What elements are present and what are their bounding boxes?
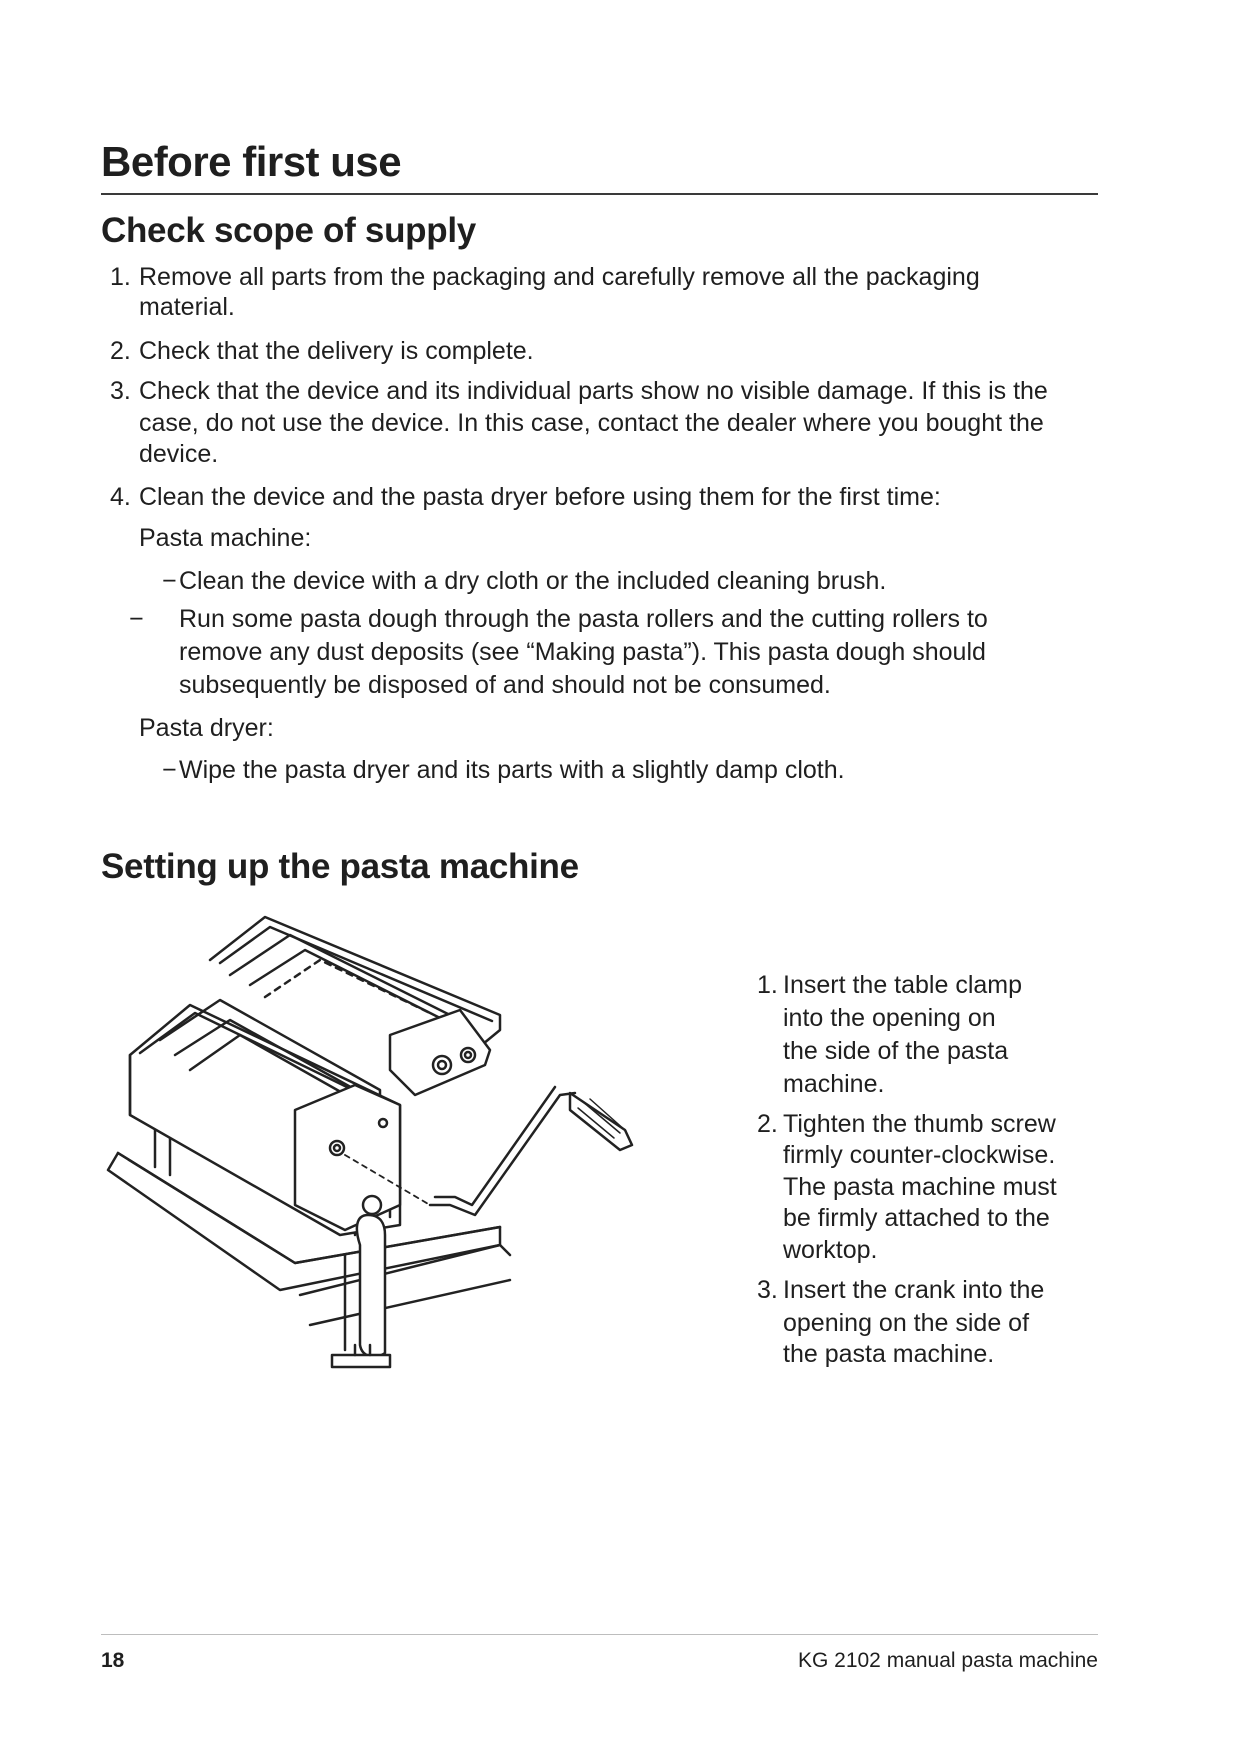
bullet-text: Wipe the pasta dryer and its parts with a slightly damp cloth.	[179, 756, 845, 784]
setup-step-text: machine.	[783, 1070, 885, 1098]
step-text: Remove all parts from the packaging and carefully remove all the packaging	[139, 263, 980, 291]
setup-step-text: into the opening on	[783, 1004, 996, 1032]
footer-doc-title: KG 2102 manual pasta machine	[797, 1649, 1098, 1672]
section-heading-setup: Setting up the pasta machine	[101, 847, 579, 886]
step-text: case, do not use the device. In this case, contact the dealer where you bought the	[139, 409, 1044, 437]
step-text: Check that the delivery is complete.	[139, 337, 534, 365]
bullet-dash: −	[162, 756, 177, 784]
setup-step-text: Insert the table clamp	[783, 971, 1023, 999]
setup-step-text: Tighten the thumb screw	[783, 1110, 1056, 1138]
step-number: 4.	[110, 483, 131, 511]
page-number: 18	[101, 1649, 125, 1672]
setup-step-number: 1.	[757, 971, 778, 999]
setup-step-number: 3.	[757, 1276, 778, 1304]
title-divider	[101, 193, 1098, 195]
step-text: Check that the device and its individual parts show no visible damage. If this is the	[139, 377, 1048, 405]
setup-step-text: the side of the pasta	[783, 1037, 1009, 1065]
step-number: 3.	[110, 377, 131, 405]
pasta-machine-label: Pasta machine:	[139, 524, 312, 552]
bullet-dash: −	[129, 605, 144, 633]
page-title: Before first use	[101, 138, 402, 185]
setup-step-text: worktop.	[783, 1236, 878, 1264]
footer-divider	[101, 1634, 1098, 1635]
setup-step-text: The pasta machine must	[783, 1173, 1057, 1201]
step-text: material.	[139, 293, 235, 321]
bullet-text: subsequently be disposed of and should not be consumed.	[179, 671, 831, 699]
step-text: device.	[139, 440, 219, 468]
pasta-machine-illustration	[100, 905, 710, 1425]
bullet-dash: −	[162, 567, 177, 595]
setup-step-text: Insert the crank into the	[783, 1276, 1045, 1304]
setup-step-text: the pasta machine.	[783, 1340, 995, 1368]
bullet-text: Clean the device with a dry cloth or the included cleaning brush.	[179, 567, 887, 595]
bullet-text: remove any dust deposits (see “Making pasta”). This pasta dough should	[179, 638, 986, 666]
bullet-text: Run some pasta dough through the pasta rollers and the cutting rollers to	[179, 605, 988, 633]
setup-step-number: 2.	[757, 1110, 778, 1138]
step-text: Clean the device and the pasta dryer before using them for the first time:	[139, 483, 941, 511]
setup-step-text: opening on the side of	[783, 1309, 1030, 1337]
step-number: 2.	[110, 337, 131, 365]
section-heading-scope: Check scope of supply	[101, 211, 476, 250]
step-number: 1.	[110, 263, 131, 291]
setup-step-text: firmly counter-clockwise.	[783, 1141, 1056, 1169]
pasta-dryer-label: Pasta dryer:	[139, 714, 274, 742]
setup-step-text: be firmly attached to the	[783, 1204, 1050, 1232]
